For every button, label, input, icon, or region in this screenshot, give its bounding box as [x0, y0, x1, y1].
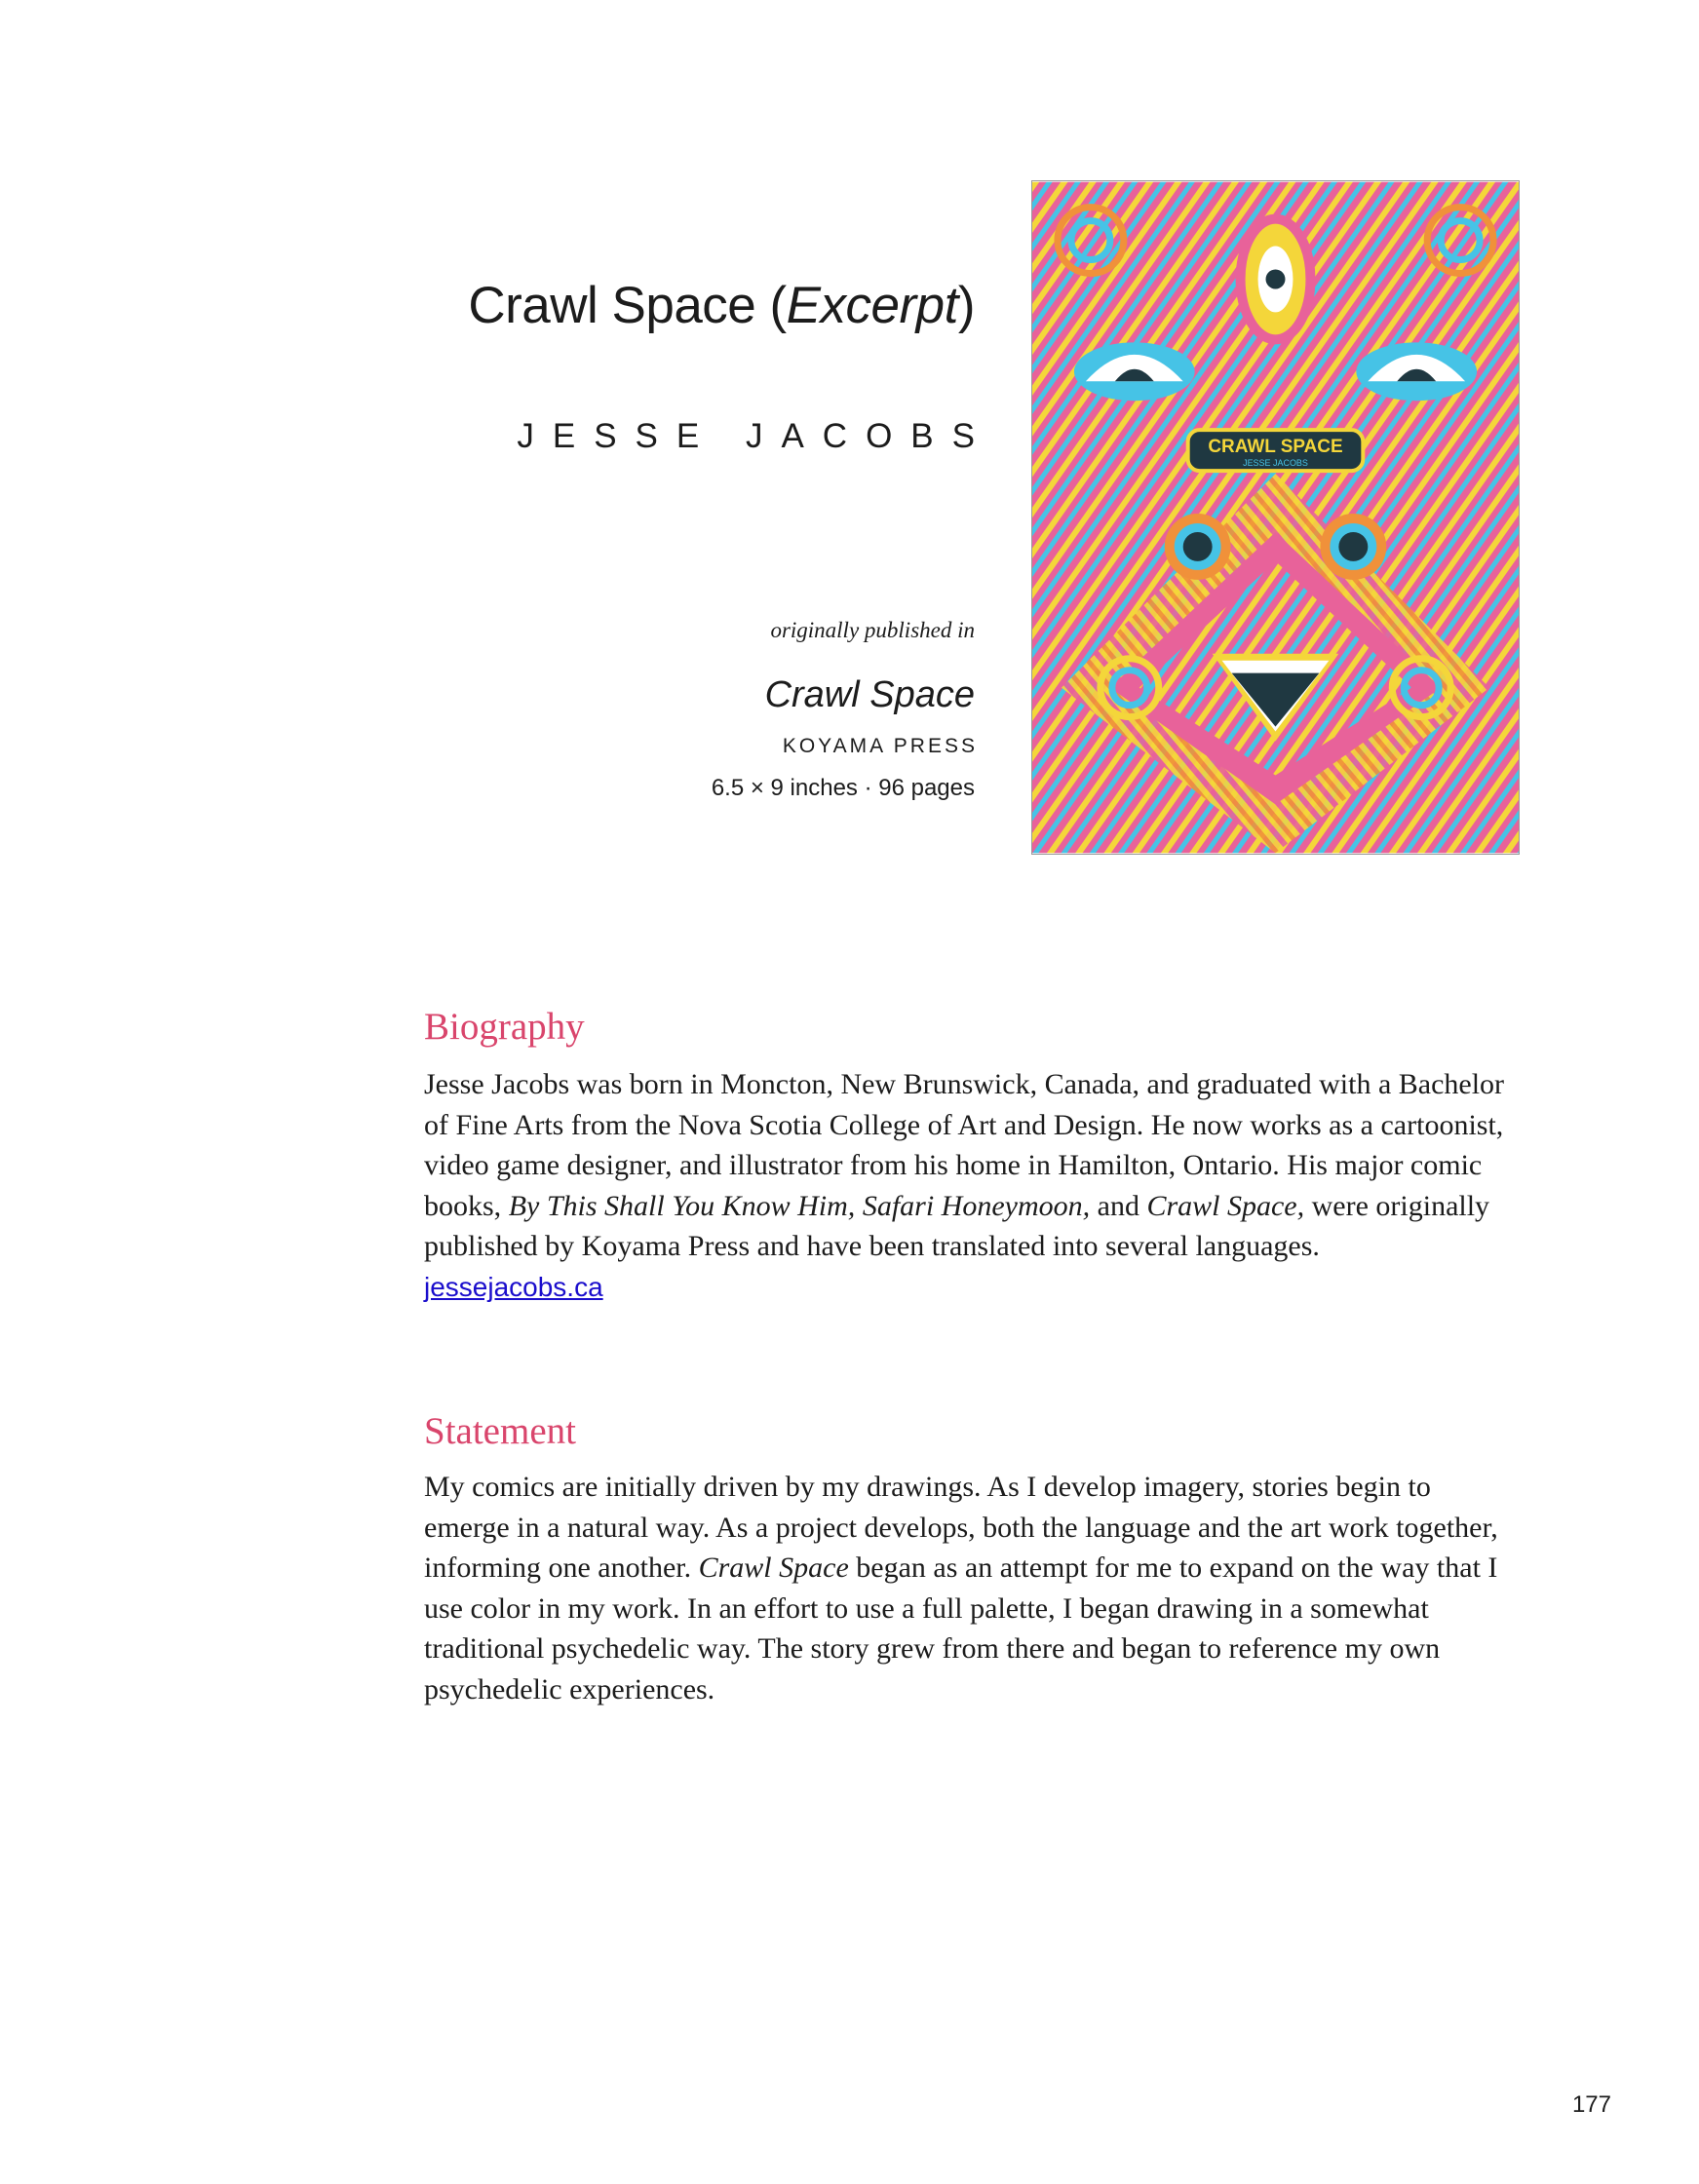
- biography-text-part: and: [1090, 1189, 1147, 1222]
- book-dimensions: 6.5 × 9 inches · 96 pages: [711, 775, 975, 801]
- biography-section: [424, 1005, 1521, 1307]
- book-title-safari-honeymoon: Safari Honeymoon,: [862, 1189, 1091, 1222]
- book-cover-image: [1031, 180, 1520, 855]
- book-title-by-this-shall-you-know-him: By This Shall You Know Him,: [508, 1189, 856, 1222]
- title-text: Crawl Space (: [468, 277, 787, 334]
- biography-text: [424, 1064, 1521, 1307]
- publisher-name: KOYAMA PRESS: [782, 735, 978, 757]
- biography-text-part: Jesse Jacobs was born in Moncton, New Brunswick, Canada, and graduated with a Bachelor of Fine Arts from the Nova Scotia College of Art and Design. He now works as a cartoonist, video game designer, and illustrator from his home in Hamilton, Ontario. His major comic books,: [424, 1068, 1505, 1222]
- author-name: JESSE JACOBS: [517, 417, 993, 455]
- statement-heading: Statement: [424, 1410, 576, 1452]
- cover-logo-title: CRAWL SPACE: [1208, 437, 1343, 458]
- title-close-paren: ): [957, 277, 975, 334]
- statement-text-part: My comics are initially driven by my drawings. As I develop imagery, stories begin to emerge in a natural way. As a project develops, both the language and the art work together, informing one another.: [424, 1471, 1498, 1584]
- cover-illustration: [1032, 181, 1519, 854]
- page-title: [468, 276, 975, 335]
- originally-published-label: originally published in: [770, 618, 975, 642]
- page-number: 177: [1571, 2091, 1611, 2118]
- book-title-crawl-space: Crawl Space,: [1146, 1189, 1305, 1222]
- statement-book-title: Crawl Space: [698, 1552, 849, 1584]
- statement-section: [424, 1409, 1521, 1709]
- cover-logo-author: JESSE JACOBS: [1243, 458, 1308, 469]
- biography-text-part: were originally published by Koyama Press and have been translated into several languages.: [424, 1189, 1490, 1262]
- website-link[interactable]: jessejacobs.ca: [424, 1271, 603, 1302]
- biography-heading: Biography: [424, 1006, 585, 1048]
- publication-title: Crawl Space: [764, 674, 975, 715]
- title-italic-text: Excerpt: [786, 277, 958, 334]
- statement-text-part: began as an attempt for me to expand on the way that I use color in my work. In an effort to use a full palette, I began drawing in a somewhat traditional psychedelic way. The story grew from there and began to reference my own psychedelic experiences.: [424, 1552, 1498, 1705]
- statement-text: [424, 1467, 1521, 1709]
